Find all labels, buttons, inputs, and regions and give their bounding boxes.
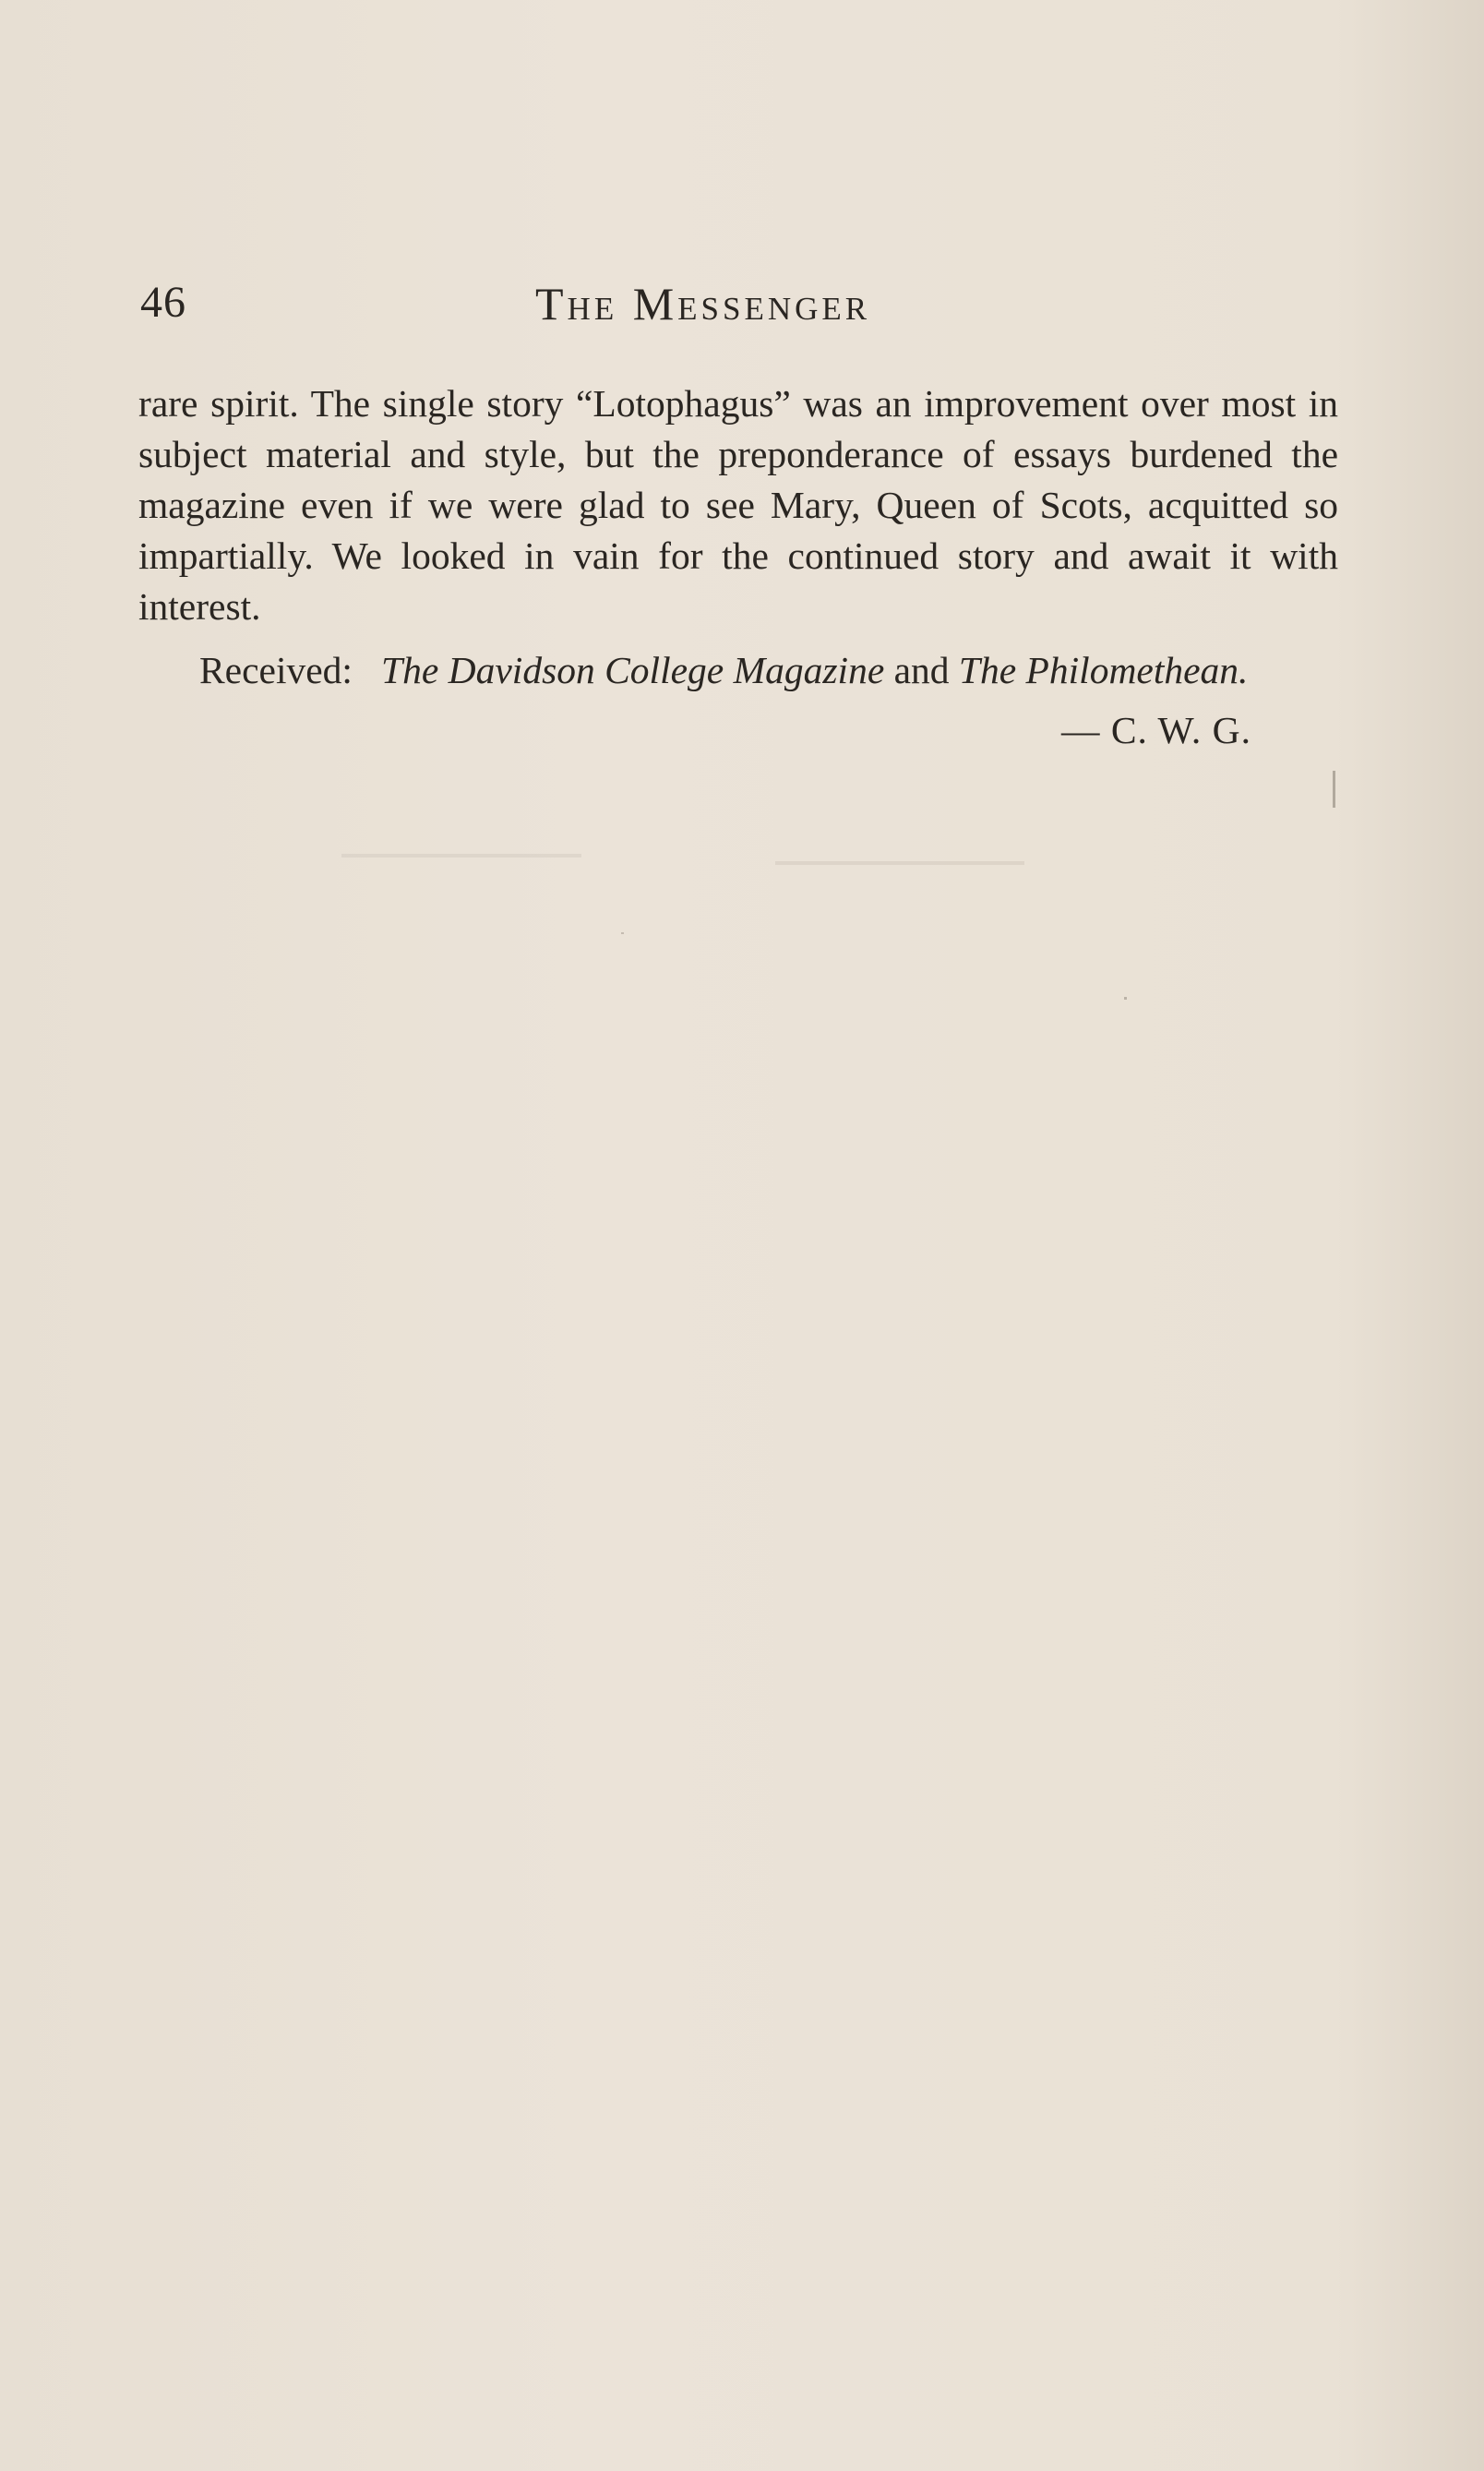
print-speck xyxy=(621,932,624,934)
received-title-philomethean: The Philomethean. xyxy=(958,649,1249,691)
received-conjunction: and xyxy=(893,649,950,691)
print-speck xyxy=(1124,997,1127,1000)
received-line xyxy=(138,645,1338,696)
paragraph-continued: rare spirit. The single story “Lotophagus” was an improvement over most in subject material and style, but the preponderance of essays burdened the magazine even if we were glad to see Mary, Queen of Scots, acquitted so impartially. We looked in vain for the continued story and await it with interest. xyxy=(138,382,1338,628)
signature: — C. W. G. xyxy=(1061,709,1252,751)
page-number: 46 xyxy=(140,278,186,327)
print-speck xyxy=(1333,771,1335,808)
print-speck xyxy=(775,861,1024,865)
received-label: Received: xyxy=(199,649,353,691)
print-speck xyxy=(341,854,581,858)
page-header xyxy=(138,277,1338,332)
body-text xyxy=(138,378,1338,696)
received-title-davidson: The Davidson College Magazine xyxy=(381,649,885,691)
running-title: The Messenger xyxy=(535,278,871,330)
